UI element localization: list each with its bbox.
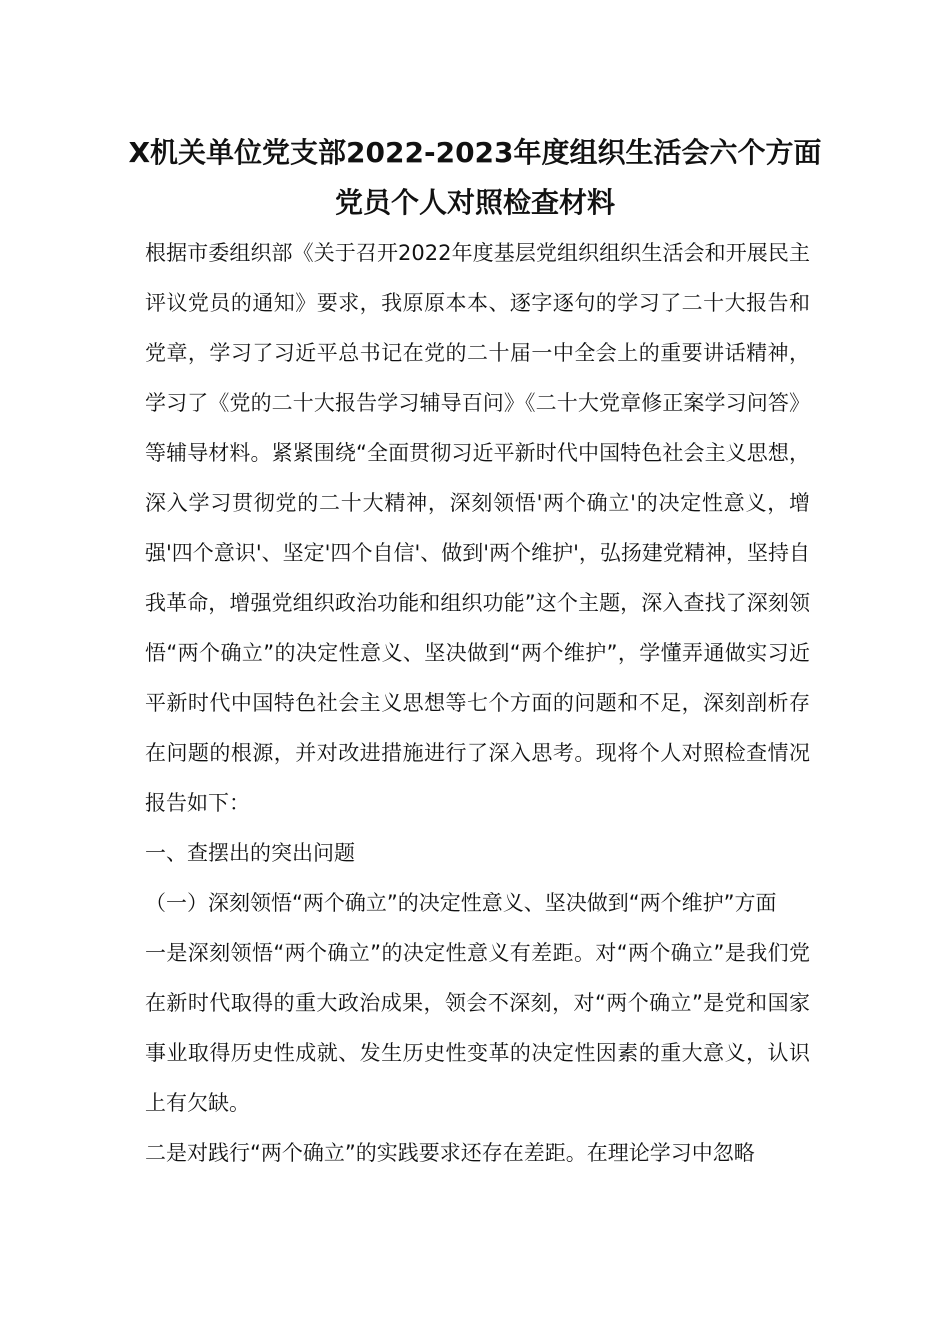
document-title: X机关单位党支部2022-2023年度组织生活会六个方面党员个人对照检查材料 — [128, 136, 822, 219]
document-body — [145, 228, 810, 1178]
section-heading: 一、查摆出的突出问题 — [145, 841, 355, 865]
issue-paragraph-1: 一是深刻领悟“两个确立”的决定性意义有差距。对“两个确立”是我们党在新时代取得的重大政治成果，领会不深刻，对“两个确立”是党和国家事业取得历史性成就、发生历史性变革的决定性因素的重大意义，认识上有欠缺。 — [145, 941, 810, 1115]
intro-paragraph: 根据市委组织部《关于召开2022年度基层党组织组织生活会和开展民主评议党员的通知》要求，我原原本本、逐字逐句的学习了二十大报告和党章，学习了习近平总书记在党的二十届一中全会上的重要讲话精神，学习了《党的二十大报告学习辅导百问》《二十大党章修正案学习问答》等辅导材料。紧紧围绕“全面贯彻习近平新时代中国特色社会主义思想，深入学习贯彻党的二十大精神，深刻领悟'两个确立'的决定性意义，增强'四个意识'、坚定'四个自信'、做到'两个维护'，弘扬建党精神，坚持自我革命，增强党组织政治功能和组织功能”这个主题，深入查找了深刻领悟“两个确立”的决定性意义、坚决做到“两个维护”，学懂弄通做实习近平新时代中国特色社会主义思想等七个方面的问题和不足，深刻剖析存在问题的根源，并对改进措施进行了深入思考。现将个人对照检查情况报告如下： — [145, 241, 810, 815]
subsection-heading: （一）深刻领悟“两个确立”的决定性意义、坚决做到“两个维护”方面 — [145, 891, 777, 915]
issue-paragraph-2: 二是对践行“两个确立”的实践要求还存在差距。在理论学习中忽略 — [145, 1141, 755, 1165]
